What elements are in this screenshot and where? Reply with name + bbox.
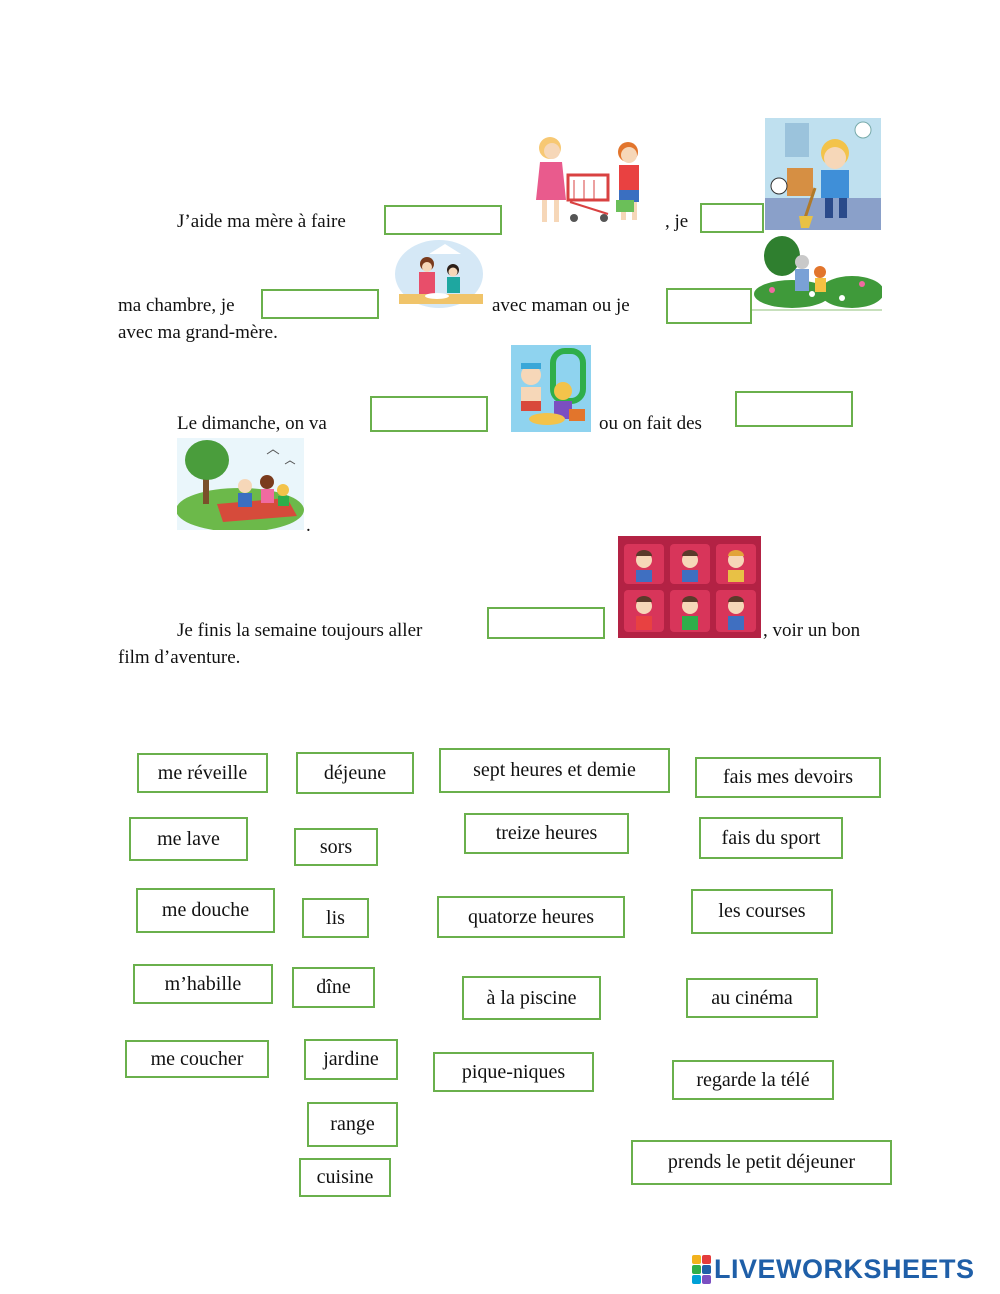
word-chip[interactable]: me lave: [129, 817, 248, 861]
answer-blank-4[interactable]: [666, 288, 752, 324]
cooking-illustration: [393, 240, 485, 312]
word-chip[interactable]: dîne: [292, 967, 375, 1008]
sentence2-text-a: ma chambre, je: [118, 295, 235, 316]
word-chip[interactable]: me réveille: [137, 753, 268, 793]
sentence4-text-a: Je finis la semaine toujours aller: [177, 620, 423, 641]
cinema-illustration: [618, 536, 761, 638]
word-chip[interactable]: jardine: [304, 1039, 398, 1080]
word-chip[interactable]: sept heures et demie: [439, 748, 670, 793]
word-chip[interactable]: cuisine: [299, 1158, 391, 1197]
word-chip[interactable]: regarde la télé: [672, 1060, 834, 1100]
sentence4-text-b: , voir un bon: [763, 620, 861, 641]
word-chip[interactable]: lis: [302, 898, 369, 938]
word-chip[interactable]: me douche: [136, 888, 275, 933]
word-chip[interactable]: déjeune: [296, 752, 414, 794]
word-chip[interactable]: range: [307, 1102, 398, 1147]
word-chip[interactable]: sors: [294, 828, 378, 866]
sentence1-text-b: , je: [665, 211, 689, 232]
tidy-room-illustration: [765, 118, 881, 230]
word-chip[interactable]: m’habille: [133, 964, 273, 1004]
logo-mark-icon: [692, 1255, 711, 1284]
sentence1-text-a: J’aide ma mère à faire: [177, 211, 346, 232]
word-chip[interactable]: au cinéma: [686, 978, 818, 1018]
swimming-pool-illustration: [511, 345, 591, 432]
word-chip[interactable]: prends le petit déjeuner: [631, 1140, 892, 1185]
logo-text: LIVEWORKSHEETS: [714, 1253, 975, 1284]
word-chip[interactable]: à la piscine: [462, 976, 601, 1020]
sentence4-text-c: film d’aventure.: [118, 647, 241, 668]
liveworksheets-logo[interactable]: [692, 1254, 975, 1284]
word-chip[interactable]: fais du sport: [699, 817, 843, 859]
answer-blank-7[interactable]: [487, 607, 605, 639]
answer-blank-1[interactable]: [384, 205, 502, 235]
word-chip[interactable]: pique-niques: [433, 1052, 594, 1092]
sentence3-text-b: ou on fait des: [599, 413, 702, 434]
word-chip[interactable]: les courses: [691, 889, 833, 934]
word-chip[interactable]: me coucher: [125, 1040, 269, 1078]
picnic-illustration: [177, 438, 304, 530]
gardening-illustration: [752, 232, 882, 312]
sentence2-text-b: avec maman ou je: [492, 295, 630, 316]
sentence3-text-a: Le dimanche, on va: [177, 413, 327, 434]
word-chip[interactable]: fais mes devoirs: [695, 757, 881, 798]
shopping-illustration: [528, 130, 663, 230]
answer-blank-5[interactable]: [370, 396, 488, 432]
sentence3-text-c: .: [306, 515, 311, 536]
answer-blank-6[interactable]: [735, 391, 853, 427]
answer-blank-3[interactable]: [261, 289, 379, 319]
word-chip[interactable]: quatorze heures: [437, 896, 625, 938]
word-chip[interactable]: treize heures: [464, 813, 629, 854]
answer-blank-2[interactable]: [700, 203, 764, 233]
sentence2-text-c: avec ma grand-mère.: [118, 322, 278, 343]
